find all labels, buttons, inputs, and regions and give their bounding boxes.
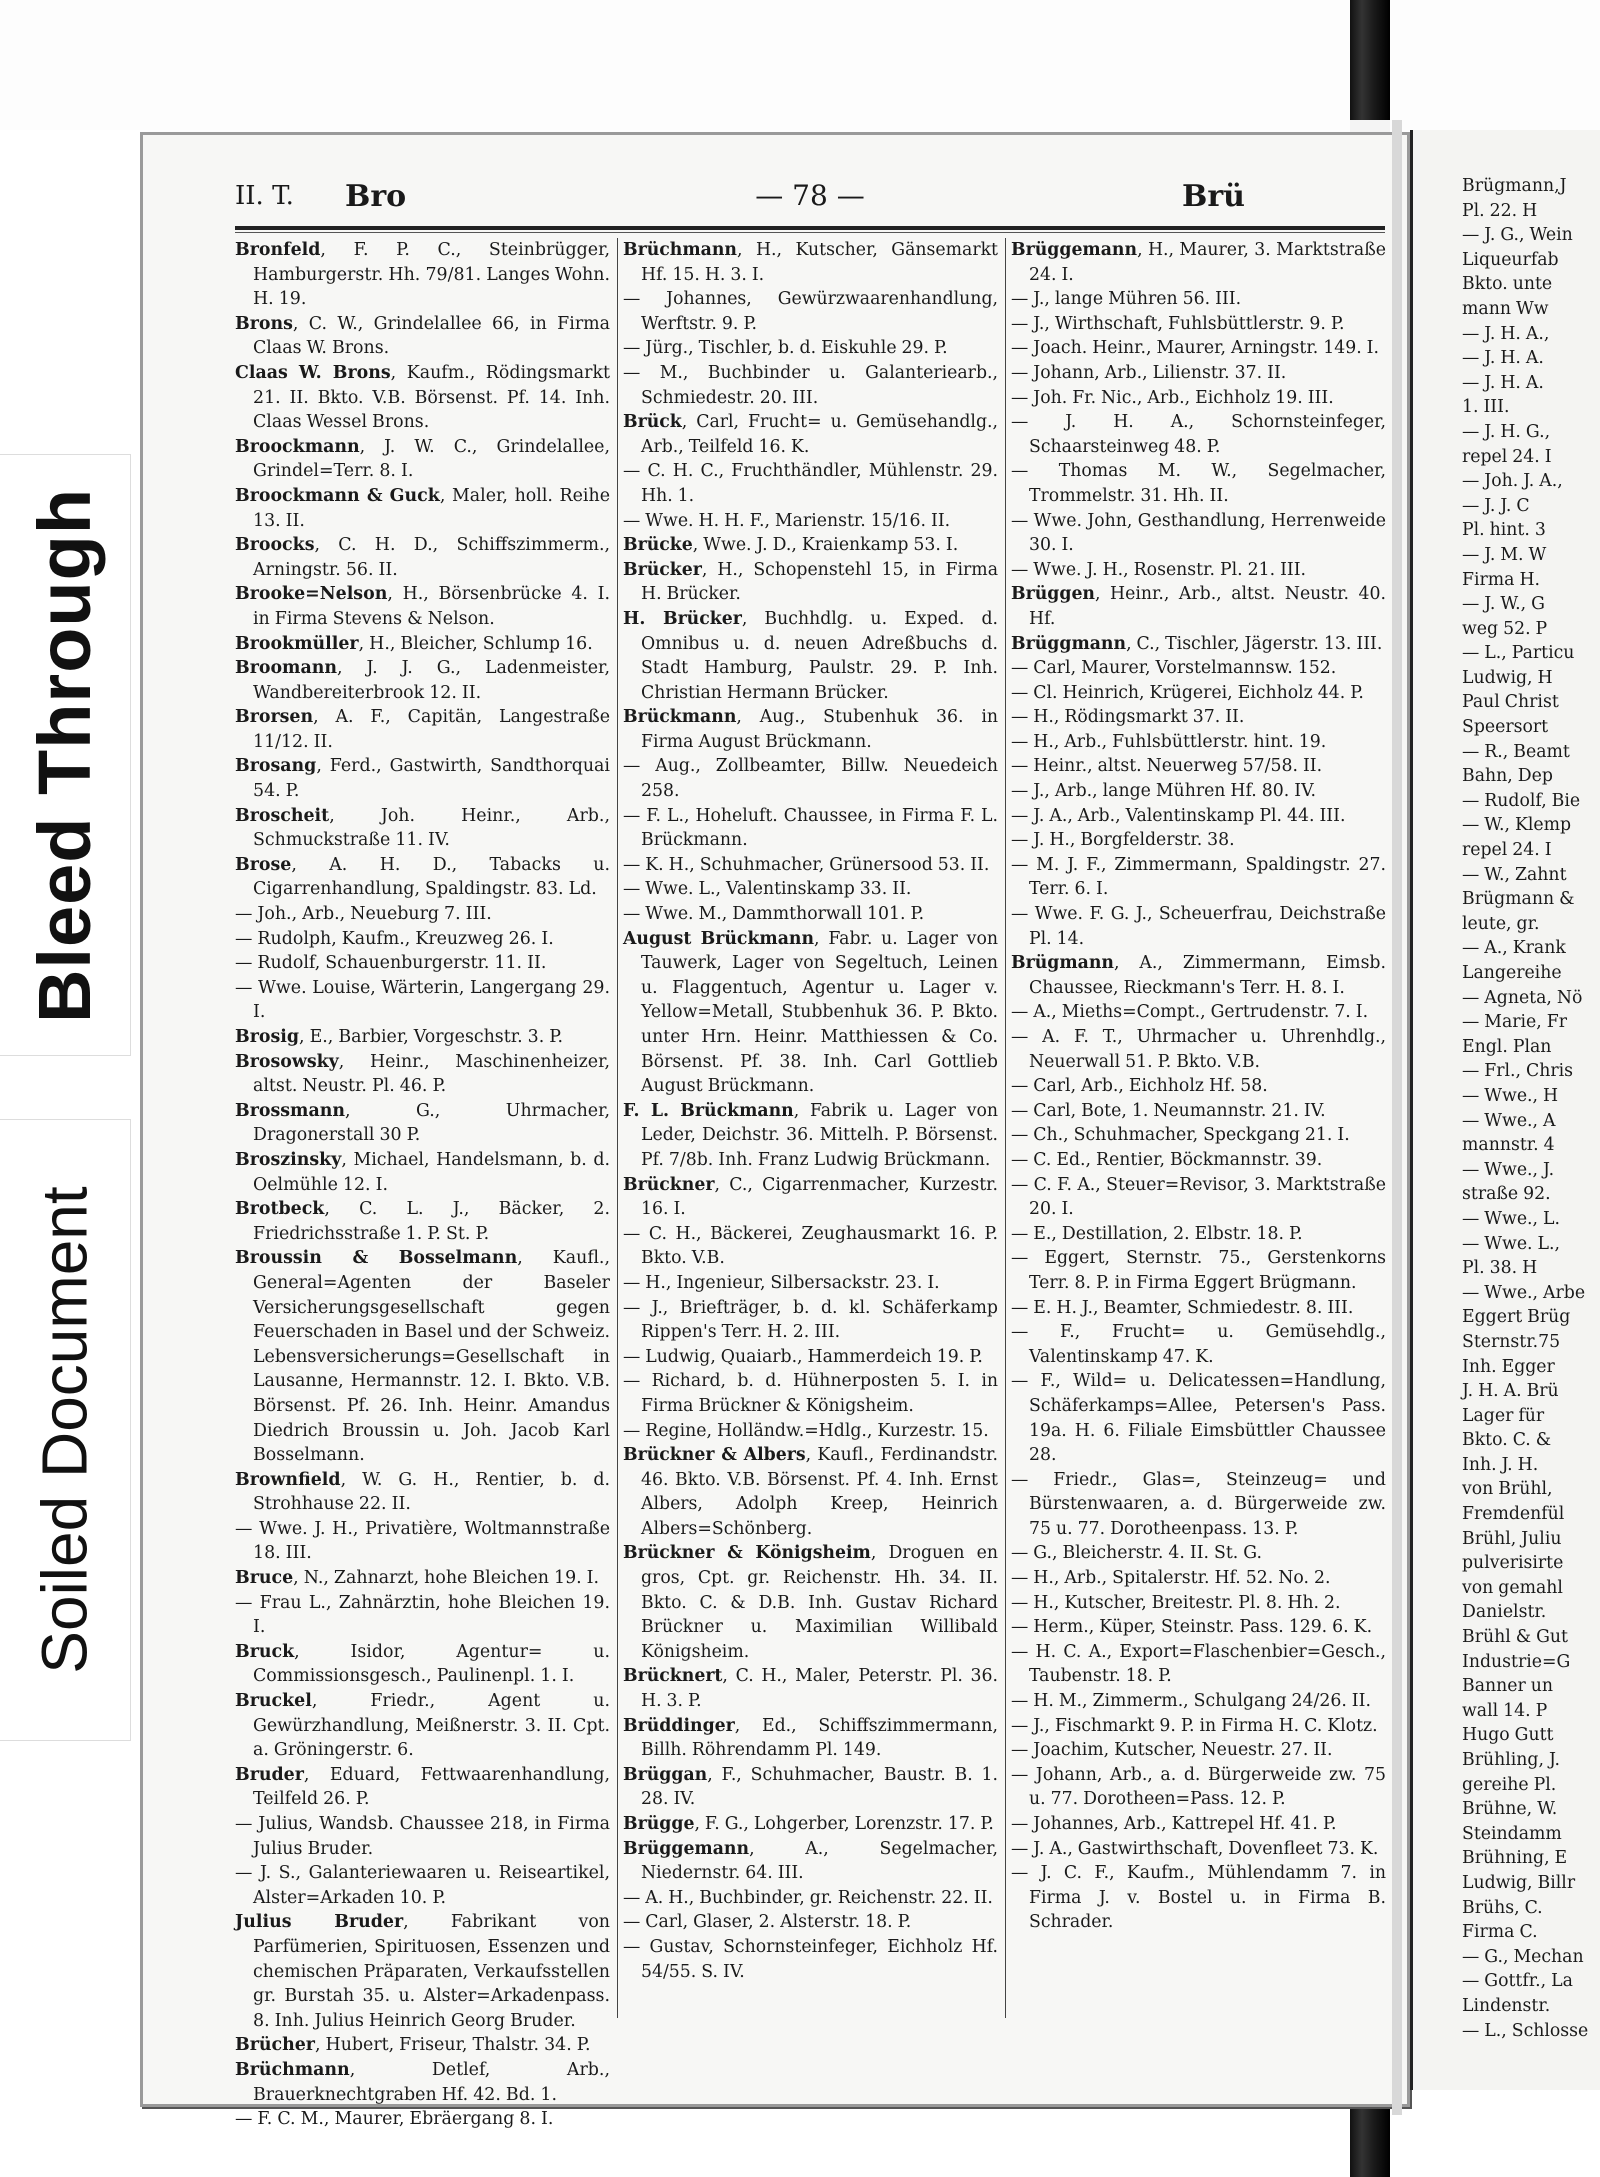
directory-entry: — C. H., Bäckerei, Zeughausmarkt 16. P. Bkto. V.B. <box>623 1223 998 1269</box>
adjacent-page-line: Lindenstr. <box>1462 1995 1551 2016</box>
adjacent-page <box>1410 130 1600 2090</box>
directory-entry: — Gustav, Schornsteinfeger, Eichholz Hf. 54/55. S. IV. <box>623 1936 998 1982</box>
adjacent-page-line: Hugo Gutt <box>1462 1725 1554 1746</box>
adjacent-page-line: Firma C. <box>1462 1922 1538 1943</box>
directory-entry: — Joach. Heinr., Maurer, Arningstr. 149. I. <box>1011 338 1380 359</box>
directory-entry: — Eggert, Sternstr. 75., Gerstenkorns Terr. 8. P. in Firma Eggert Brügmann. <box>1011 1248 1386 1293</box>
directory-entry: — K. H., Schuhmacher, Grünersood 53. II. <box>623 854 990 875</box>
adjacent-page-line: — Marie, Fr <box>1462 1012 1568 1033</box>
directory-entry: Brosowsky, Heinr., Maschinenheizer, altst. Neustr. Pl. 46. P. <box>235 1051 610 1097</box>
adjacent-page-line: — R., Beamt <box>1462 741 1570 762</box>
directory-entry: Julius Bruder, Fabrikant von Parfümerien, Spirituosen, Essenzen und chemischen Präparaten, Verkaufsstellen gr. Burstah 35. u. Alster=Arkadenpass. 8. Inh. Julius Heinrich Georg Bruder. <box>235 1912 611 2031</box>
adjacent-page-line: wall 14. P <box>1462 1700 1548 1721</box>
adjacent-page-line: — J. H. A. <box>1462 372 1544 393</box>
adjacent-page-line: — J. H. A., <box>1462 323 1550 344</box>
adjacent-page-line: Brühne, W. <box>1462 1799 1558 1820</box>
directory-entry: — Rudolf, Schauenburgerstr. 11. II. <box>235 953 547 974</box>
directory-entry: Brons, C. W., Grindelallee 66, in Firma Claas W. Brons. <box>235 313 610 359</box>
adjacent-page-line: Pl. 38. H <box>1462 1258 1538 1279</box>
directory-entry: Brüchmann, H., Kutscher, Gänsemarkt Hf. 15. H. 3. I. <box>623 240 998 285</box>
directory-entry: Broussin & Bosselmann, Kaufl., General=Agenten der Baseler Versicherungsgesellschaft gegen Feuerschaden in Basel und der Schweiz. Lebensversicherungs=Gesellschaft in Lausanne, Hermannstr. 12. I. Bkto. V.B. Börsenst. Pf. 26. Inh. Heinr. Amandus Diedrich Broussin u. Joh. Jacob Karl Bosselmann. <box>235 1248 610 1466</box>
directory-entry: Brücker, H., Schopenstehl 15, in Firma H. Brücker. <box>623 559 998 605</box>
directory-entry: — Friedr., Glas=, Steinzeug= und Bürstenwaaren, a. d. Bürgerweide zw. 75 u. 77. Dorotheenpass. 13. P. <box>1011 1469 1386 1539</box>
adjacent-page-line: — Agneta, Nö <box>1462 987 1583 1008</box>
directory-entry: Bronfeld, F. P. C., Steinbrügger, Hamburgerstr. Hh. 79/81. Langes Wohn. H. 19. <box>235 240 610 310</box>
directory-entry: August Brückmann, Fabr. u. Lager von Tauwerk, Lager von Segeltuch, Leinen u. Flaggentuch, Agentur u. Lager v. Yellow=Metall, Stubbenhuk 36. P. Bkto. unter Hrn. Heinr. Matthiessen & Co. Börsenst. Pf. 38. Inh. Carl Gottlieb August Brückmann. <box>623 928 998 1097</box>
page-edge <box>1392 120 1402 2115</box>
directory-entry: — H., Arb., Fuhlsbüttlerstr. hint. 19. <box>1011 731 1327 752</box>
directory-entry: — Joh., Arb., Neueburg 7. III. <box>235 904 492 925</box>
directory-entry: — Carl, Arb., Eichholz Hf. 58. <box>1011 1076 1268 1097</box>
directory-entry: — J. A., Gastwirthschaft, Dovenfleet 73. K. <box>1011 1838 1379 1859</box>
adjacent-page-line: — A., Krank <box>1462 938 1566 959</box>
directory-entry: — Ludwig, Quaiarb., Hammerdeich 19. P. <box>623 1346 983 1367</box>
adjacent-page-line: — Wwe., J. <box>1462 1159 1555 1180</box>
adjacent-page-line: weg 52. P <box>1462 618 1548 639</box>
directory-columns <box>235 238 1386 2130</box>
column-divider <box>1005 238 1006 2018</box>
adjacent-page-line: Speersort <box>1462 717 1549 738</box>
adjacent-page-line: Bkto. unte <box>1462 274 1553 295</box>
adjacent-page-line: Bahn, Dep <box>1462 766 1553 787</box>
directory-entry: Brose, A. H. D., Tabacks u. Cigarrenhandlung, Spaldingstr. 83. Ld. <box>235 854 610 900</box>
directory-entry: Brossmann, G., Uhrmacher, Dragonerstall 30 P. <box>235 1100 610 1146</box>
adjacent-page-line: Ludwig, Billr <box>1462 1872 1576 1893</box>
directory-entry: — J. S., Galanteriewaaren u. Reiseartikel, Alster=Arkaden 10. P. <box>235 1863 610 1908</box>
directory-entry: — C. H. C., Fruchthändler, Mühlenstr. 29. Hh. 1. <box>623 461 998 506</box>
adjacent-page-line: mann Ww <box>1462 298 1549 319</box>
directory-entry: Brüggemann, A., Segelmacher, Niedernstr. 64. III. <box>623 1838 998 1884</box>
adjacent-page-line: leute, gr. <box>1462 913 1540 934</box>
directory-entry: Brüddinger, Ed., Schiffszimmermann, Billh. Röhrendamm Pl. 149. <box>623 1715 998 1761</box>
directory-entry: — F. L., Hoheluft. Chaussee, in Firma F. L. Brückmann. <box>623 805 998 851</box>
directory-entry: — M., Buchbinder u. Galanteriearb., Schmiedestr. 20. III. <box>623 362 998 408</box>
directory-entry: Brücke, Wwe. J. D., Kraienkamp 53. I. <box>623 535 959 556</box>
directory-entry: — Rudolph, Kaufm., Kreuzweg 26. I. <box>235 928 554 949</box>
adjacent-page-line: straße 92. <box>1462 1184 1551 1205</box>
bleed-through-text: Bleed Through <box>23 487 107 1023</box>
directory-entry: — H. C. A., Export=Flaschenbier=Gesch., Taubenstr. 18. P. <box>1011 1641 1386 1687</box>
directory-entry: — Johannes, Arb., Kattrepel Hf. 41. P. <box>1011 1814 1337 1834</box>
directory-entry: Brückner & Königsheim, Droguen en gros, Cpt. gr. Reichenstr. Hh. 34. II. Bkto. C. & D.B. Inh. Gustav Richard Brückner u. Maximilian Willibald Königsheim. <box>623 1543 998 1662</box>
directory-entry: — Ch., Schuhmacher, Speckgang 21. I. <box>1011 1125 1350 1146</box>
adjacent-page-line: — G., Mechan <box>1462 1946 1584 1967</box>
adjacent-page-line: — L., Particu <box>1462 643 1575 664</box>
page-header <box>235 177 1385 223</box>
directory-entry: Brückner, C., Cigarrenmacher, Kurzestr. 16. I. <box>623 1174 998 1220</box>
adjacent-page-line: Bkto. C. & <box>1462 1430 1552 1451</box>
column-3 <box>1011 238 1386 1935</box>
adjacent-page-line: — J. G., Wein <box>1462 225 1573 246</box>
directory-entry: Brüggan, F., Schuhmacher, Baustr. B. 1. 28. IV. <box>623 1764 998 1810</box>
directory-entry: Broomann, J. J. G., Ladenmeister, Wandbereiterbrook 12. II. <box>235 658 610 703</box>
directory-entry: Brüchmann, Detlef, Arb., Brauerknechtgraben Hf. 42. Bd. 1. <box>235 2059 610 2105</box>
directory-entry: — A. F. T., Uhrmacher u. Uhrenhdlg., Neuerwall 51. P. Bkto. V.B. <box>1011 1027 1386 1072</box>
directory-entry: Brückmann, Aug., Stubenhuk 36. in Firma August Brückmann. <box>623 707 998 752</box>
directory-entry: — C. F. A., Steuer=Revisor, 3. Marktstraße 20. I. <box>1011 1174 1386 1220</box>
adjacent-page-line: Brühl & Gut <box>1462 1627 1568 1648</box>
directory-entry: Broocks, C. H. D., Schiffszimmerm., Arningstr. 56. II. <box>235 535 610 580</box>
adjacent-page-line: pulverisirte <box>1462 1553 1564 1574</box>
directory-entry: Brosang, Ferd., Gastwirth, Sandthorquai 54. P. <box>235 756 610 802</box>
directory-entry: Brownfield, W. G. H., Rentier, b. d. Strohhause 22. II. <box>235 1469 610 1515</box>
adjacent-page-line: Lager für <box>1462 1405 1545 1426</box>
directory-entry: Brosig, E., Barbier, Vorgeschstr. 3. P. <box>235 1027 563 1047</box>
adjacent-page-line: Steindamm <box>1462 1823 1562 1844</box>
directory-entry: Bruckel, Friedr., Agent u. Gewürzhandlung, Meißnerstr. 3. II. Cpt. a. Gröningerstr. 6. <box>235 1691 610 1761</box>
directory-entry: Brück, Carl, Frucht= u. Gemüsehandlg., Arb., Teilfeld 16. K. <box>623 412 998 457</box>
adjacent-page-line: — Joh. J. A., <box>1462 471 1563 492</box>
adjacent-page-line: Inh. J. H. <box>1462 1454 1539 1475</box>
soiled-document-label <box>0 1120 130 1740</box>
adjacent-page-line: — J. H. G., <box>1462 421 1551 442</box>
adjacent-page-line: Liqueurfab <box>1462 249 1559 270</box>
adjacent-page-line: — L., Schlosse <box>1462 2020 1589 2041</box>
header-rule-thin <box>235 232 1385 233</box>
directory-entry: Broszinsky, Michael, Handelsmann, b. d. Oelmühle 12. I. <box>235 1149 610 1195</box>
directory-entry: — Carl, Glaser, 2. Alsterstr. 18. P. <box>623 1912 912 1933</box>
directory-entry: Brorsen, A. F., Capitän, Langestraße 11/12. II. <box>235 707 610 752</box>
soiled-document-text: Soiled Document <box>29 1186 101 1674</box>
directory-entry: — J. A., Arb., Valentinskamp Pl. 44. III. <box>1011 805 1346 826</box>
directory-entry: Brookmüller, H., Bleicher, Schlump 16. <box>235 633 593 654</box>
directory-entry: Brüggmann, C., Tischler, Jägerstr. 13. III. <box>1011 633 1383 654</box>
adjacent-page-line: 1. III. <box>1462 397 1510 418</box>
adjacent-page-line: Brühning, E <box>1462 1848 1568 1869</box>
adjacent-page-line: repel 24. I <box>1462 840 1552 861</box>
adjacent-page-line: von Brühl, <box>1462 1479 1553 1500</box>
adjacent-page-line: Eggert Brüg <box>1462 1307 1571 1328</box>
directory-entry: — Wwe. L., Valentinskamp 33. II. <box>623 879 912 900</box>
right-guide-word: Brü <box>1182 179 1245 214</box>
adjacent-page-line: Brühling, J. <box>1462 1750 1561 1770</box>
directory-entry: Bruck, Isidor, Agentur= u. Commissionsgesch., Paulinenpl. 1. I. <box>235 1641 610 1687</box>
directory-entry: — M. J. F., Zimmermann, Spaldingstr. 27. Terr. 6. I. <box>1011 854 1386 900</box>
page-number: — 78 — <box>755 179 865 212</box>
directory-entry: — C. Ed., Rentier, Böckmannstr. 39. <box>1011 1149 1323 1170</box>
adjacent-page-line: — Wwe., H <box>1462 1085 1559 1106</box>
adjacent-page-line: Paul Christ <box>1462 692 1559 713</box>
adjacent-page-line: Banner un <box>1462 1676 1554 1697</box>
directory-entry: — Wwe. F. G. J., Scheuerfrau, Deichstraße Pl. 14. <box>1011 904 1386 949</box>
adjacent-page-line: Pl. 22. H <box>1462 200 1538 221</box>
directory-entry: Brooke=Nelson, H., Börsenbrücke 4. I. in Firma Stevens & Nelson. <box>235 584 610 629</box>
directory-entry: — Regine, Holländw.=Hdlg., Kurzestr. 15. <box>623 1420 989 1441</box>
adjacent-page-line: Firma H. <box>1462 569 1541 590</box>
adjacent-page-line: mannstr. 4 <box>1462 1135 1555 1156</box>
directory-entry: — Wwe. H. H. F., Marienstr. 15/16. II. <box>623 510 951 531</box>
directory-entry: — Wwe. Louise, Wärterin, Langergang 29. I. <box>235 977 610 1023</box>
directory-entry: — F. C. M., Maurer, Ebräergang 8. I. <box>235 2109 554 2130</box>
directory-entry: F. L. Brückmann, Fabrik u. Lager von Leder, Deichstr. 36. Mittelh. P. Börsenst. Pf. 7/8b. Inh. Franz Ludwig Brückmann. <box>623 1100 998 1170</box>
directory-entry: — F., Frucht= u. Gemüsehdlg., Valentinskamp 47. K. <box>1011 1322 1386 1367</box>
adjacent-page-line: Brühl, Juliu <box>1462 1528 1562 1549</box>
adjacent-page-text <box>1462 174 1600 2043</box>
directory-entry: — Joh. Fr. Nic., Arb., Eichholz 19. III. <box>1011 387 1334 408</box>
directory-entry: Bruder, Eduard, Fettwaarenhandlung, Teilfeld 26. P. <box>235 1764 610 1810</box>
directory-entry: — H. M., Zimmerm., Schulgang 24/26. II. <box>1011 1691 1371 1712</box>
directory-entry: — H., Arb., Spitalerstr. Hf. 52. No. 2. <box>1011 1568 1331 1589</box>
directory-entry: — Wwe. M., Dammthorwall 101. P. <box>623 904 925 925</box>
adjacent-page-line: Ludwig, H <box>1462 667 1553 688</box>
directory-entry: — Johannes, Gewürzwaarenhandlung, Werftstr. 9. P. <box>623 289 998 334</box>
left-guide-word: Bro <box>345 179 407 214</box>
directory-entry: — E. H. J., Beamter, Schmiedestr. 8. III. <box>1011 1297 1354 1318</box>
column-divider <box>617 238 618 2018</box>
directory-entry: — Carl, Bote, 1. Neumannstr. 21. IV. <box>1011 1100 1326 1121</box>
directory-entry: — F., Wild= u. Delicatessen=Handlung, Schäferkamps=Allee, Petersen's Pass. 19a. H. 6. Filiale Eimsbüttler Chaussee 28. <box>1011 1371 1386 1466</box>
directory-entry: — Wwe. J. H., Rosenstr. Pl. 21. III. <box>1011 559 1307 580</box>
directory-entry: H. Brücker, Buchhdlg. u. Exped. d. Omnibus u. d. neuen Adreßbuchs d. Stadt Hamburg, Paulstr. 29. P. Inh. Christian Hermann Brücker. <box>623 608 999 703</box>
adjacent-page-line: repel 24. I <box>1462 446 1552 467</box>
directory-entry: — J. H., Borgfelderstr. 38. <box>1011 830 1235 851</box>
adjacent-page-line: Fremdenfül <box>1462 1504 1565 1525</box>
directory-entry: — Johann, Arb., a. d. Bürgerweide zw. 75 u. 77. Dorotheen=Pass. 12. P. <box>1011 1764 1386 1810</box>
directory-entry: — G., Bleicherstr. 4. II. St. G. <box>1011 1543 1262 1564</box>
bleed-through-label <box>0 455 130 1055</box>
adjacent-page-line: Danielstr. <box>1462 1602 1547 1623</box>
directory-entry: — J. H. A., Schornsteinfeger, Schaarsteinweg 48. P. <box>1011 412 1386 457</box>
adjacent-page-line: Inh. Egger <box>1462 1356 1555 1377</box>
directory-entry: — Herm., Küper, Steinstr. Pass. 129. 6. K. <box>1011 1617 1373 1638</box>
adjacent-page-line: — W., Klemp <box>1462 815 1572 836</box>
directory-entry: — Wwe. John, Gesthandlung, Herrenweide 30. I. <box>1011 510 1386 556</box>
directory-entry: — Frau L., Zahnärztin, hohe Bleichen 19. I. <box>235 1592 610 1638</box>
adjacent-page-line: — J. H. A. <box>1462 348 1544 369</box>
directory-entry: Broscheit, Joh. Heinr., Arb., Schmuckstraße 11. IV. <box>235 805 610 851</box>
directory-entry: Brücknert, C. H., Maler, Peterstr. Pl. 36. H. 3. P. <box>623 1666 998 1712</box>
directory-entry: — J., Wirthschaft, Fuhlsbüttlerstr. 9. P. <box>1011 313 1345 334</box>
adjacent-page-line: — Wwe., L. <box>1462 1208 1561 1229</box>
directory-entry: — A. H., Buchbinder, gr. Reichenstr. 22. II. <box>623 1887 993 1908</box>
directory-entry: Brückner & Albers, Kaufl., Ferdinandstr. 46. Bkto. V.B. Börsenst. Pf. 4. Inh. Ernst Albers, Adolph Kreep, Heinrich Albers=Schönberg. <box>623 1445 998 1539</box>
column-1 <box>235 238 610 2132</box>
header-rule <box>235 226 1385 230</box>
adjacent-page-line: — Wwe., Arbe <box>1462 1282 1586 1303</box>
directory-entry: Brücher, Hubert, Friseur, Thalstr. 34. P. <box>235 2035 591 2056</box>
adjacent-page-line: J. H. A. Brü <box>1462 1381 1559 1402</box>
directory-entry: — Richard, b. d. Hühnerposten 5. I. in Firma Brückner & Königsheim. <box>623 1371 998 1416</box>
directory-entry: Brüggemann, H., Maurer, 3. Marktstraße 24. I. <box>1011 240 1386 285</box>
directory-entry: Brotbeck, C. L. J., Bäcker, 2. Friedrichsstraße 1. P. St. P. <box>235 1199 610 1244</box>
adjacent-page-line: — W., Zahnt <box>1462 864 1567 885</box>
directory-entry: — H., Rödingsmarkt 37. II. <box>1011 707 1245 728</box>
directory-entry: — Johann, Arb., Lilienstr. 37. II. <box>1011 362 1287 383</box>
adjacent-page-line: — J. W., G <box>1462 594 1545 615</box>
adjacent-page-line: Langereihe <box>1462 963 1562 983</box>
directory-entry: — Carl, Maurer, Vorstelmannsw. 152. <box>1011 658 1337 679</box>
directory-entry: — J., Briefträger, b. d. kl. Schäferkamp Rippen's Terr. H. 2. III. <box>623 1297 998 1343</box>
directory-entry: — Aug., Zollbeamter, Billw. Neuedeich 258. <box>623 756 998 802</box>
adjacent-page-line: — J. M. W <box>1462 544 1547 565</box>
directory-entry: Broockmann & Guck, Maler, holl. Reihe 13. II. <box>235 485 610 531</box>
directory-entry: Brügmann, A., Zimmermann, Eimsb. Chaussee, Rieckmann's Terr. H. 8. I. <box>1011 953 1386 998</box>
directory-entry: — Joachim, Kutscher, Neuestr. 27. II. <box>1011 1740 1333 1761</box>
directory-entry: — Heinr., altst. Neuerweg 57/58. II. <box>1011 756 1323 777</box>
directory-entry: — Jürg., Tischler, b. d. Eiskuhle 29. P. <box>623 338 948 359</box>
directory-entry: — Julius, Wandsb. Chaussee 218, in Firma Julius Bruder. <box>235 1814 610 1859</box>
adjacent-page-line: — J. J. C <box>1462 495 1530 516</box>
adjacent-page-line: Pl. hint. 3 <box>1462 520 1546 541</box>
directory-entry: — J. C. F., Kaufm., Mühlendamm 7. in Firma J. v. Bostel u. in Firma B. Schrader. <box>1011 1863 1386 1933</box>
directory-entry: — Thomas M. W., Segelmacher, Trommelstr. 31. Hh. II. <box>1011 461 1386 506</box>
directory-entry: Brügge, F. G., Lohgerber, Lorenzstr. 17. P. <box>623 1814 994 1834</box>
directory-entry: Broockmann, J. W. C., Grindelallee, Grindel=Terr. 8. I. <box>235 436 610 482</box>
directory-entry: Bruce, N., Zahnarzt, hohe Bleichen 19. I. <box>235 1568 600 1589</box>
adjacent-page-line: von gemahl <box>1462 1577 1563 1598</box>
adjacent-page-line: — Gottfr., La <box>1462 1971 1573 1992</box>
adjacent-page-line: Brügmann & <box>1462 889 1575 910</box>
directory-entry: Claas W. Brons, Kaufm., Rödingsmarkt 21. II. Bkto. V.B. Börsenst. Pf. 14. Inh. Claas Wessel Brons. <box>235 362 610 433</box>
adjacent-page-line: Brühs, C. <box>1462 1897 1543 1918</box>
adjacent-page-line: gereihe Pl. <box>1462 1774 1557 1795</box>
adjacent-page-line: Sternstr.75 <box>1462 1331 1561 1352</box>
document-page <box>140 132 1410 2130</box>
directory-entry: — H., Ingenieur, Silbersackstr. 23. I. <box>623 1272 940 1293</box>
directory-entry: — J., lange Mühren 56. III. <box>1011 289 1242 310</box>
directory-entry: — E., Destillation, 2. Elbstr. 18. P. <box>1011 1223 1303 1244</box>
directory-entry: — H., Kutscher, Breitestr. Pl. 8. Hh. 2. <box>1011 1592 1341 1613</box>
adjacent-page-line: Industrie=G <box>1462 1651 1571 1672</box>
adjacent-page-line: — Frl., Chris <box>1462 1061 1574 1082</box>
directory-entry: Brüggen, Heinr., Arb., altst. Neustr. 40. Hf. <box>1011 584 1386 629</box>
section-label: II. T. <box>235 181 294 211</box>
directory-entry: — J., Fischmarkt 9. P. in Firma H. C. Klotz. <box>1011 1715 1378 1736</box>
adjacent-page-line: Engl. Plan <box>1462 1036 1552 1057</box>
column-2 <box>623 238 998 1984</box>
directory-entry: — Cl. Heinrich, Krügerei, Eichholz 44. P. <box>1011 682 1364 703</box>
directory-entry: — Wwe. J. H., Privatière, Woltmannstraße 18. III. <box>235 1518 610 1564</box>
adjacent-page-line: Brügmann,J <box>1462 176 1567 196</box>
adjacent-page-line: — Rudolf, Bie <box>1462 790 1581 811</box>
adjacent-page-line: — Wwe., A <box>1462 1110 1556 1131</box>
adjacent-page-line: — Wwe. L., <box>1462 1233 1561 1254</box>
directory-entry: — A., Mieths=Compt., Gertrudenstr. 7. I. <box>1011 1002 1369 1023</box>
directory-entry: — J., Arb., lange Mühren Hf. 80. IV. <box>1011 781 1317 802</box>
